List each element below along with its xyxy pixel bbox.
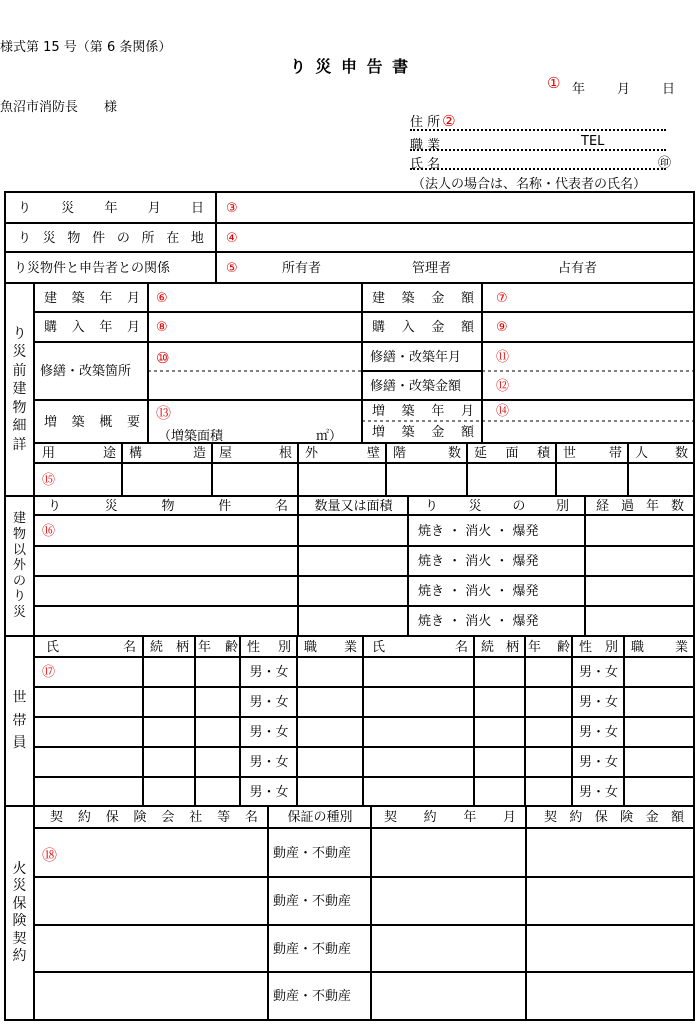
- relation-owner[interactable]: 所有者: [282, 260, 322, 276]
- col-relation: 続 柄: [481, 639, 519, 655]
- corporate-note: （法人の場合は、名称・代表者の氏名）: [412, 177, 647, 192]
- repair-place-number[interactable]: ⑩: [156, 349, 170, 367]
- purchase-year-number[interactable]: ⑧: [156, 320, 168, 335]
- recipient: 魚沼市消防長 様: [0, 100, 118, 115]
- disaster-date-number[interactable]: ③: [226, 200, 238, 216]
- repair-cost-number[interactable]: ⑫: [496, 378, 510, 394]
- repair-year-number[interactable]: ⑪: [496, 349, 510, 365]
- col-age: 年 齢: [528, 639, 570, 655]
- purchase-cost-number[interactable]: ⑨: [496, 320, 508, 335]
- extension-year-label: 増 築 年 月: [372, 403, 474, 419]
- col-sex: 性 別: [247, 639, 291, 655]
- address-number: ②: [442, 112, 456, 130]
- item-number[interactable]: ⑯: [42, 523, 56, 539]
- page-title: り 災 申 告 書: [289, 57, 411, 76]
- sex-option[interactable]: 男・女: [578, 784, 618, 800]
- extension-cost-label: 増 築 金 額: [372, 425, 474, 440]
- other-section-label: 建 物 以 外 の り 災: [12, 511, 26, 620]
- col-use: 用 途: [42, 446, 116, 461]
- company-number[interactable]: ⑱: [42, 846, 58, 864]
- col-quantity: 数量又は面積: [314, 498, 393, 514]
- damage-kind-option[interactable]: 焼き ・ 消火 ・ 爆発: [418, 523, 539, 539]
- extension-year-number[interactable]: ⑭: [496, 403, 510, 419]
- sex-option[interactable]: 男・女: [578, 665, 618, 680]
- extension-area-unit: ㎡）: [316, 429, 343, 444]
- member-number[interactable]: ⑰: [42, 665, 56, 680]
- col-floor-area: 延 面 積: [474, 446, 550, 461]
- col-coverage-type: 保証の種別: [287, 810, 353, 825]
- sex-option[interactable]: 男・女: [249, 725, 289, 740]
- sex-option[interactable]: 男・女: [578, 755, 618, 770]
- date-number: ①: [547, 74, 561, 92]
- extension-label: 増 築 概 要: [44, 414, 140, 430]
- damage-kind-option[interactable]: 焼き ・ 消火 ・ 爆発: [418, 614, 539, 629]
- repair-year-label: 修繕・改築年月: [370, 349, 462, 365]
- household-section-label: 世 帯 員: [12, 690, 27, 752]
- property-location-label: り 災 物 件 の 所 在 地: [18, 230, 204, 246]
- col-age: 年 齢: [198, 639, 238, 655]
- purchase-year-label: 購 入 年 月: [44, 320, 140, 335]
- col-sex: 性 別: [579, 639, 618, 655]
- col-households: 世 帯: [563, 446, 622, 461]
- tel-label: TEL: [581, 134, 605, 149]
- coverage-type-option[interactable]: 動産・不動産: [273, 894, 352, 909]
- construction-year-number[interactable]: ⑥: [156, 290, 168, 306]
- sex-option[interactable]: 男・女: [249, 755, 289, 770]
- col-member-name: 氏 名: [372, 639, 468, 655]
- sex-option[interactable]: 男・女: [249, 784, 289, 800]
- use-number[interactable]: ⑮: [42, 472, 56, 488]
- col-wall: 外 壁: [305, 446, 380, 461]
- col-job: 職 業: [304, 639, 357, 655]
- col-damage-kind: り 災 の 別: [425, 498, 569, 514]
- col-item-name: り 災 物 件 名: [48, 498, 288, 514]
- col-relation: 続 柄: [150, 639, 189, 655]
- relation-occupant[interactable]: 占有者: [558, 260, 598, 276]
- repair-place-label: 修繕・改築箇所: [40, 364, 132, 379]
- construction-cost-label: 建 築 金 額: [372, 290, 474, 306]
- col-member-name: 氏 名: [46, 639, 136, 655]
- damage-kind-option[interactable]: 焼き ・ 消火 ・ 爆発: [418, 554, 539, 569]
- disaster-date-label: り 災 年 月 日: [18, 200, 204, 216]
- purchase-cost-label: 購 入 金 額: [372, 320, 474, 335]
- insurance-section-label: 火 災 保 険 契 約: [12, 860, 27, 964]
- occupation-label: 職 業: [410, 138, 441, 153]
- form-number: 様式第 15 号（第 6 条関係）: [0, 40, 172, 55]
- coverage-type-option[interactable]: 動産・不動産: [273, 941, 352, 957]
- extension-number[interactable]: ⑬: [156, 404, 172, 422]
- sex-option[interactable]: 男・女: [578, 695, 618, 710]
- sex-option[interactable]: 男・女: [578, 725, 618, 740]
- repair-cost-label: 修繕・改築金額: [370, 378, 462, 394]
- seal-mark: ㊞: [658, 156, 672, 171]
- building-section-label: り 災 前 建 物 細 詳: [12, 325, 27, 453]
- relation-label: り災物件と申告者との関係: [14, 260, 171, 276]
- construction-cost-number[interactable]: ⑦: [496, 290, 508, 306]
- date-month: 月: [617, 82, 631, 97]
- col-structure: 構 造: [129, 446, 206, 461]
- name-label: 氏 名: [410, 157, 441, 172]
- coverage-type-option[interactable]: 動産・不動産: [273, 989, 352, 1004]
- date-day: 日: [662, 82, 676, 97]
- property-location-number[interactable]: ④: [226, 230, 238, 246]
- date-year: 年: [572, 82, 586, 97]
- col-elapsed-years: 経 過 年 数: [596, 498, 684, 514]
- col-floors: 階 数: [393, 446, 461, 461]
- col-job: 職 業: [631, 639, 688, 655]
- relation-number: ⑤: [226, 260, 238, 276]
- col-contract-date: 契 約 年 月: [384, 810, 516, 825]
- extension-area-label: （増築面積: [158, 429, 224, 444]
- coverage-type-option[interactable]: 動産・不動産: [273, 845, 352, 861]
- relation-manager[interactable]: 管理者: [412, 260, 452, 276]
- col-roof: 屋 根: [219, 446, 292, 461]
- col-persons: 人 数: [635, 446, 688, 461]
- address-label: 住 所: [410, 115, 441, 130]
- sex-option[interactable]: 男・女: [249, 695, 289, 710]
- damage-kind-option[interactable]: 焼き ・ 消火 ・ 爆発: [418, 584, 539, 599]
- col-insurance-company: 契 約 保 険 会 社 等 名: [50, 810, 258, 825]
- col-insured-amount: 契 約 保 険 金 額: [544, 810, 684, 825]
- construction-year-label: 建 築 年 月: [44, 290, 140, 306]
- sex-option[interactable]: 男・女: [249, 665, 289, 680]
